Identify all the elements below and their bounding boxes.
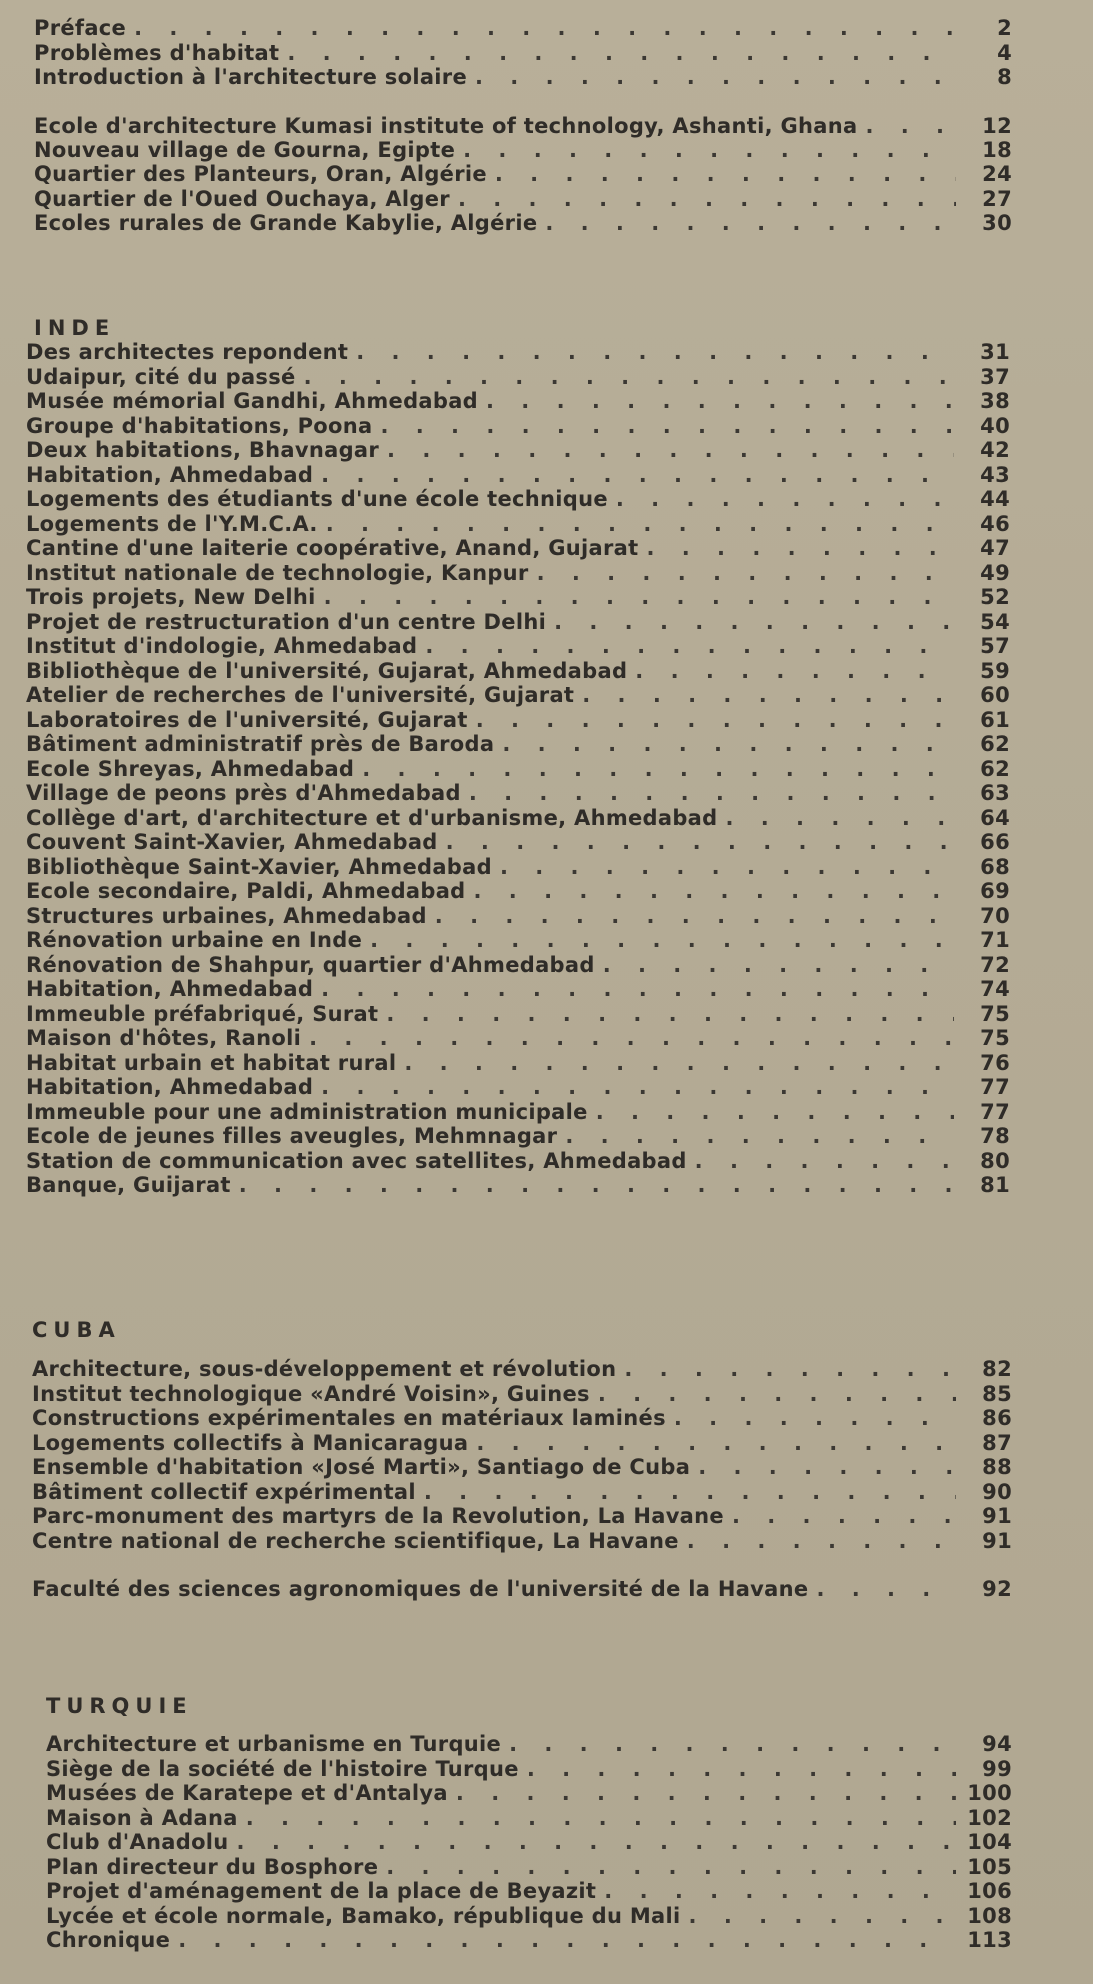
toc-entry-page-number: 92 bbox=[982, 1577, 1012, 1601]
toc-leader-dots bbox=[476, 708, 954, 732]
toc-entry bbox=[46, 1806, 1012, 1831]
toc-entry bbox=[46, 1855, 1012, 1880]
toc-entry-page-number: 76 bbox=[980, 1050, 1010, 1075]
toc-entry-page-number: 85 bbox=[982, 1381, 1012, 1406]
toc-entry-title: Constructions expérimentales en matériaux laminés bbox=[32, 1406, 666, 1430]
toc-entry-page-number: 82 bbox=[982, 1357, 1012, 1381]
toc-entry-page-number: 18 bbox=[982, 137, 1012, 162]
toc-entry-page-number: 62 bbox=[980, 756, 1010, 781]
toc-entry-page-number: 64 bbox=[980, 805, 1010, 830]
toc-entry-page-number: 90 bbox=[982, 1479, 1012, 1504]
toc-entry bbox=[26, 1149, 1010, 1174]
toc-entry-page-number: 91 bbox=[982, 1504, 1012, 1528]
toc-entry-page-number: 86 bbox=[982, 1406, 1012, 1430]
toc-entry-title: Trois projets, New Delhi bbox=[26, 585, 316, 609]
toc-entry-page-number: 66 bbox=[980, 830, 1010, 854]
toc-entry-title: Maison à Adana bbox=[46, 1805, 238, 1830]
toc-entry-page-number: 94 bbox=[982, 1732, 1012, 1756]
toc-entry bbox=[32, 1529, 1012, 1554]
toc-entry bbox=[26, 414, 1010, 439]
toc-section-turquie bbox=[46, 1732, 1012, 1953]
toc-entry bbox=[46, 1879, 1012, 1904]
toc-leader-dots bbox=[486, 389, 954, 413]
toc-entry bbox=[46, 1732, 1012, 1757]
toc-entry bbox=[26, 512, 1010, 537]
toc-entry bbox=[26, 708, 1010, 733]
toc-entry-page-number: 8 bbox=[997, 65, 1012, 89]
toc-leader-dots bbox=[456, 1781, 956, 1805]
toc-leader-dots bbox=[865, 114, 956, 138]
toc-entry-page-number: 99 bbox=[982, 1756, 1012, 1781]
toc-entry-page-number: 108 bbox=[967, 1903, 1012, 1928]
toc-entry-page-number: 60 bbox=[980, 683, 1010, 707]
toc-entry-page-number: 38 bbox=[980, 389, 1010, 413]
toc-entry-title: Habitat urbain et habitat rural bbox=[26, 1050, 397, 1075]
toc-entry bbox=[26, 1051, 1010, 1076]
toc-entry-title: Architecture et urbanisme en Turquie bbox=[46, 1732, 502, 1756]
toc-entry-title: Nouveau village de Gourna, Egipte bbox=[34, 137, 456, 162]
toc-entry-page-number: 61 bbox=[980, 707, 1010, 732]
toc-section-cuba bbox=[32, 1357, 1012, 1601]
toc-entry-title: Logements collectifs à Manicaragua bbox=[32, 1430, 469, 1455]
toc-entry-title: Bibliothèque de l'université, Gujarat, Ahmedabad bbox=[26, 658, 628, 683]
toc-entry-page-number: 104 bbox=[967, 1830, 1012, 1854]
toc-leader-dots bbox=[476, 1431, 956, 1455]
toc-leader-dots bbox=[237, 1830, 956, 1854]
toc-entry bbox=[26, 928, 1010, 953]
toc-leader-dots bbox=[509, 1732, 956, 1756]
toc-entry bbox=[26, 806, 1010, 831]
toc-leader-dots bbox=[134, 16, 956, 40]
toc-entry bbox=[26, 585, 1010, 610]
toc-entry-title: Bâtiment collectif expérimental bbox=[32, 1479, 416, 1504]
toc-entry-title: Quartier de l'Oued Ouchaya, Alger bbox=[34, 186, 450, 211]
toc-entry-title: Banque, Guijarat bbox=[26, 1173, 231, 1197]
toc-entry-page-number: 63 bbox=[980, 781, 1010, 805]
toc-entry-title: Quartier des Planteurs, Oran, Algérie bbox=[34, 162, 487, 186]
toc-leader-dots bbox=[356, 340, 954, 364]
toc-entry-title: Préface bbox=[34, 16, 127, 40]
toc-entry-title: Groupe d'habitations, Poona bbox=[26, 413, 373, 438]
toc-entry-page-number: 47 bbox=[980, 536, 1010, 560]
toc-entry-page-number: 100 bbox=[967, 1781, 1012, 1805]
toc-entry bbox=[26, 536, 1010, 561]
toc-entry-page-number: 30 bbox=[982, 211, 1012, 235]
toc-entry bbox=[32, 1504, 1012, 1529]
toc-entry-page-number: 40 bbox=[980, 413, 1010, 438]
toc-leader-dots bbox=[287, 41, 956, 65]
toc-entry bbox=[26, 1026, 1010, 1051]
toc-entry-title: Institut d'indologie, Ahmedabad bbox=[26, 634, 418, 658]
toc-entry-title: Ecoles rurales de Grande Kabylie, Algérie bbox=[34, 211, 538, 235]
toc-entry-page-number: 42 bbox=[980, 438, 1010, 462]
toc-entry-title: Logements des étudiants d'une école technique bbox=[26, 487, 608, 511]
toc-entry bbox=[26, 463, 1010, 488]
toc-entry-page-number: 43 bbox=[980, 462, 1010, 487]
toc-entry-page-number: 70 bbox=[980, 903, 1010, 928]
toc-entry-page-number: 88 bbox=[982, 1455, 1012, 1479]
toc-leader-dots bbox=[582, 683, 954, 707]
toc-leader-dots bbox=[725, 806, 954, 830]
toc-entry bbox=[26, 487, 1010, 512]
toc-entry-title: Problèmes d'habitat bbox=[34, 40, 280, 65]
toc-entry-title: Ecole Shreyas, Ahmedabad bbox=[26, 756, 355, 781]
toc-leader-dots bbox=[596, 1100, 954, 1124]
toc-leader-dots bbox=[674, 1406, 956, 1430]
toc-leader-dots bbox=[435, 904, 954, 928]
toc-entry-title: Chronique bbox=[46, 1928, 171, 1952]
toc-leader-dots bbox=[689, 1904, 956, 1928]
toc-entry bbox=[26, 830, 1010, 855]
toc-leader-dots bbox=[616, 487, 954, 511]
toc-entry bbox=[26, 781, 1010, 806]
toc-entry bbox=[26, 659, 1010, 684]
toc-entry-title: Ecole secondaire, Paldi, Ahmedabad bbox=[26, 879, 466, 903]
toc-entry bbox=[32, 1480, 1012, 1505]
toc-entry-title: Collège d'art, d'architecture et d'urbanisme, Ahmedabad bbox=[26, 805, 718, 830]
toc-entry-page-number: 105 bbox=[967, 1854, 1012, 1879]
toc-entry-title: Couvent Saint-Xavier, Ahmedabad bbox=[26, 830, 438, 854]
toc-entry bbox=[34, 90, 1012, 138]
toc-entry-title: Immeuble préfabriqué, Surat bbox=[26, 1001, 379, 1026]
toc-entry-title: Deux habitations, Bhavnagar bbox=[26, 438, 380, 462]
toc-entry-page-number: 12 bbox=[982, 113, 1012, 138]
toc-entry bbox=[46, 1830, 1012, 1855]
toc-leader-dots bbox=[246, 1806, 956, 1830]
toc-leader-dots bbox=[425, 634, 954, 658]
toc-entry-page-number: 77 bbox=[980, 1075, 1010, 1099]
toc-entry-page-number: 31 bbox=[980, 340, 1010, 364]
toc-entry-page-number: 69 bbox=[980, 879, 1010, 903]
toc-leader-dots bbox=[474, 879, 954, 903]
toc-entry-title: Habitation, Ahmedabad bbox=[26, 977, 314, 1001]
toc-entry bbox=[34, 65, 1012, 90]
toc-entry-title: Cantine d'une laiterie coopérative, Anand, Gujarat bbox=[26, 536, 639, 560]
toc-entry bbox=[26, 953, 1010, 978]
toc-leader-dots bbox=[565, 1124, 954, 1148]
toc-leader-dots bbox=[527, 1757, 956, 1781]
toc-leader-dots bbox=[380, 414, 954, 438]
toc-entry-page-number: 4 bbox=[997, 40, 1012, 65]
toc-entry-page-number: 46 bbox=[980, 511, 1010, 536]
toc-entry bbox=[26, 634, 1010, 659]
toc-entry-page-number: 106 bbox=[967, 1879, 1012, 1903]
toc-entry bbox=[32, 1431, 1012, 1456]
toc-leader-dots bbox=[446, 830, 954, 854]
toc-entry bbox=[26, 1002, 1010, 1027]
toc-leader-dots bbox=[495, 162, 956, 186]
toc-entry-title: Structures urbaines, Ahmedabad bbox=[26, 903, 427, 928]
toc-entry-page-number: 57 bbox=[980, 634, 1010, 658]
toc-entry bbox=[34, 138, 1012, 163]
toc-entry bbox=[26, 1075, 1010, 1100]
toc-entry-page-number: 2 bbox=[997, 16, 1012, 40]
toc-entry-title: Rénovation urbaine en Inde bbox=[26, 928, 363, 952]
toc-leader-dots bbox=[304, 365, 954, 389]
toc-entry-page-number: 74 bbox=[980, 977, 1010, 1001]
toc-entry bbox=[26, 977, 1010, 1002]
toc-entry-page-number: 78 bbox=[980, 1124, 1010, 1148]
toc-entry-page-number: 52 bbox=[980, 585, 1010, 609]
toc-entry bbox=[26, 879, 1010, 904]
toc-entry-page-number: 37 bbox=[980, 364, 1010, 389]
toc-entry-title: Laboratoires de l'université, Gujarat bbox=[26, 707, 468, 732]
toc-leader-dots bbox=[469, 781, 954, 805]
toc-entry-title: Ecole d'architecture Kumasi institute of technology, Ashanti, Ghana bbox=[34, 113, 858, 138]
toc-leader-dots bbox=[321, 977, 954, 1001]
toc-entry bbox=[26, 438, 1010, 463]
toc-entry bbox=[34, 187, 1012, 212]
toc-entry-title: Ecole de jeunes filles aveugles, Mehmnagar bbox=[26, 1124, 558, 1148]
toc-entry bbox=[26, 1173, 1010, 1198]
toc-entry-title: Faculté des sciences agronomiques de l'université de la Havane bbox=[32, 1577, 809, 1601]
toc-entry bbox=[26, 561, 1010, 586]
toc-entry-title: Lycée et école normale, Bamako, république du Mali bbox=[46, 1903, 681, 1928]
toc-entry-title: Introduction à l'architecture solaire bbox=[34, 65, 467, 89]
toc-leader-dots bbox=[537, 561, 954, 585]
toc-entry-title: Musées de Karatepe et d'Antalya bbox=[46, 1781, 448, 1805]
toc-leader-dots bbox=[598, 1382, 956, 1406]
toc-entry bbox=[26, 610, 1010, 635]
toc-entry-title: Des architectes repondent bbox=[26, 340, 349, 364]
toc-entry bbox=[46, 1781, 1012, 1806]
toc-entry-title: Station de communication avec satellites, Ahmedabad bbox=[26, 1148, 687, 1173]
toc-leader-dots bbox=[404, 1051, 954, 1075]
toc-leader-dots bbox=[387, 438, 954, 462]
section-heading-cuba: CUBA bbox=[32, 1318, 121, 1342]
toc-entry bbox=[26, 340, 1010, 365]
toc-leader-dots bbox=[603, 953, 954, 977]
toc-entry bbox=[32, 1382, 1012, 1407]
toc-leader-dots bbox=[646, 536, 954, 560]
toc-leader-dots bbox=[732, 1504, 956, 1528]
toc-leader-dots bbox=[475, 65, 956, 89]
toc-entry-page-number: 81 bbox=[980, 1173, 1010, 1197]
toc-entry bbox=[32, 1406, 1012, 1431]
toc-entry bbox=[26, 904, 1010, 929]
toc-leader-dots bbox=[386, 1002, 954, 1026]
toc-entry-title: Atelier de recherches de l'université, Gujarat bbox=[26, 683, 575, 707]
toc-entry-page-number: 72 bbox=[980, 952, 1010, 977]
toc-leader-dots bbox=[687, 1529, 956, 1553]
toc-entry-page-number: 62 bbox=[980, 732, 1010, 756]
toc-leader-dots bbox=[635, 659, 954, 683]
toc-leader-dots bbox=[324, 585, 954, 609]
toc-entry-title: Institut technologique «André Voisin», Guines bbox=[32, 1381, 590, 1406]
toc-leader-dots bbox=[816, 1577, 956, 1601]
toc-entry-title: Institut nationale de technologie, Kanpur bbox=[26, 560, 529, 585]
toc-section-inde bbox=[26, 340, 1010, 1198]
toc-entry bbox=[26, 1124, 1010, 1149]
toc-leader-dots bbox=[362, 757, 954, 781]
section-heading-turquie: TURQUIE bbox=[46, 1694, 193, 1718]
toc-entry-title: Rénovation de Shahpur, quartier d'Ahmedabad bbox=[26, 952, 595, 977]
toc-entry-title: Udaipur, cité du passé bbox=[26, 364, 296, 389]
toc-entry bbox=[32, 1455, 1012, 1480]
toc-entry-title: Plan directeur du Bosphore bbox=[46, 1854, 379, 1879]
toc-entry-page-number: 59 bbox=[980, 658, 1010, 683]
toc-leader-dots bbox=[386, 1855, 956, 1879]
toc-entry bbox=[34, 16, 1012, 41]
toc-leader-dots bbox=[370, 928, 954, 952]
toc-entry bbox=[32, 1553, 1012, 1601]
toc-entry-title: Immeuble pour une administration municipale bbox=[26, 1099, 588, 1124]
toc-entry-title: Architecture, sous-développement et révolution bbox=[32, 1357, 617, 1381]
toc-entry bbox=[46, 1928, 1012, 1953]
toc-entry-page-number: 87 bbox=[982, 1430, 1012, 1455]
toc-entry bbox=[46, 1904, 1012, 1929]
toc-entry-title: Bibliothèque Saint-Xavier, Ahmedabad bbox=[26, 854, 492, 879]
toc-entry bbox=[26, 757, 1010, 782]
toc-entry bbox=[26, 1100, 1010, 1125]
toc-entry-page-number: 49 bbox=[980, 560, 1010, 585]
toc-leader-dots bbox=[545, 211, 956, 235]
toc-entry-title: Projet de restructuration d'un centre Delhi bbox=[26, 609, 547, 634]
toc-entry bbox=[26, 732, 1010, 757]
toc-entry bbox=[34, 211, 1012, 236]
toc-entry bbox=[26, 855, 1010, 880]
toc-entry-title: Centre national de recherche scientifique, La Havane bbox=[32, 1528, 679, 1553]
toc-section-intro bbox=[34, 16, 1012, 236]
toc-entry-page-number: 113 bbox=[967, 1928, 1012, 1952]
toc-entry-page-number: 24 bbox=[982, 162, 1012, 186]
toc-leader-dots bbox=[178, 1928, 956, 1952]
toc-entry-title: Siège de la société de l'histoire Turque bbox=[46, 1756, 519, 1781]
toc-leader-dots bbox=[326, 512, 954, 536]
toc-entry-title: Musée mémorial Gandhi, Ahmedabad bbox=[26, 389, 479, 413]
section-heading-inde: INDE bbox=[34, 316, 116, 340]
toc-entry bbox=[46, 1757, 1012, 1782]
toc-entry-page-number: 54 bbox=[980, 609, 1010, 634]
toc-leader-dots bbox=[458, 187, 956, 211]
toc-entry-title: Habitation, Ahmedabad bbox=[26, 1075, 314, 1099]
toc-entry bbox=[26, 683, 1010, 708]
toc-entry bbox=[32, 1357, 1012, 1382]
toc-entry bbox=[34, 41, 1012, 66]
toc-entry-title: Club d'Anadolu bbox=[46, 1830, 229, 1854]
toc-leader-dots bbox=[624, 1357, 956, 1381]
toc-leader-dots bbox=[698, 1455, 956, 1479]
toc-leader-dots bbox=[695, 1149, 954, 1173]
toc-leader-dots bbox=[604, 1879, 956, 1903]
toc-entry-page-number: 75 bbox=[980, 1001, 1010, 1026]
toc-entry-page-number: 27 bbox=[982, 186, 1012, 211]
toc-entry-title: Logements de l'Y.M.C.A. bbox=[26, 511, 318, 536]
toc-leader-dots bbox=[239, 1173, 954, 1197]
toc-leader-dots bbox=[309, 1026, 954, 1050]
toc-leader-dots bbox=[554, 610, 954, 634]
toc-entry bbox=[26, 365, 1010, 390]
toc-leader-dots bbox=[463, 138, 956, 162]
toc-entry-title: Village de peons près d'Ahmedabad bbox=[26, 781, 461, 805]
toc-entry-page-number: 91 bbox=[982, 1528, 1012, 1553]
toc-entry-title: Bâtiment administratif près de Baroda bbox=[26, 732, 495, 756]
toc-entry-page-number: 102 bbox=[967, 1805, 1012, 1830]
toc-entry-page-number: 68 bbox=[980, 854, 1010, 879]
toc-leader-dots bbox=[500, 855, 954, 879]
toc-entry-title: Ensemble d'habitation «José Marti», Santiago de Cuba bbox=[32, 1455, 691, 1479]
toc-entry-title: Parc-monument des martyrs de la Revolution, La Havane bbox=[32, 1504, 724, 1528]
toc-entry-title: Habitation, Ahmedabad bbox=[26, 462, 314, 487]
toc-leader-dots bbox=[321, 1075, 954, 1099]
toc-entry-page-number: 77 bbox=[980, 1099, 1010, 1124]
toc-entry-page-number: 75 bbox=[980, 1026, 1010, 1050]
toc-entry bbox=[26, 389, 1010, 414]
toc-entry bbox=[34, 162, 1012, 187]
toc-entry-title: Maison d'hôtes, Ranoli bbox=[26, 1026, 302, 1050]
toc-entry-page-number: 44 bbox=[980, 487, 1010, 511]
toc-entry-page-number: 71 bbox=[980, 928, 1010, 952]
toc-entry-page-number: 80 bbox=[980, 1148, 1010, 1173]
toc-leader-dots bbox=[424, 1480, 956, 1504]
toc-leader-dots bbox=[502, 732, 954, 756]
toc-entry-title: Projet d'aménagement de la place de Beyazit bbox=[46, 1879, 597, 1903]
toc-leader-dots bbox=[321, 463, 954, 487]
